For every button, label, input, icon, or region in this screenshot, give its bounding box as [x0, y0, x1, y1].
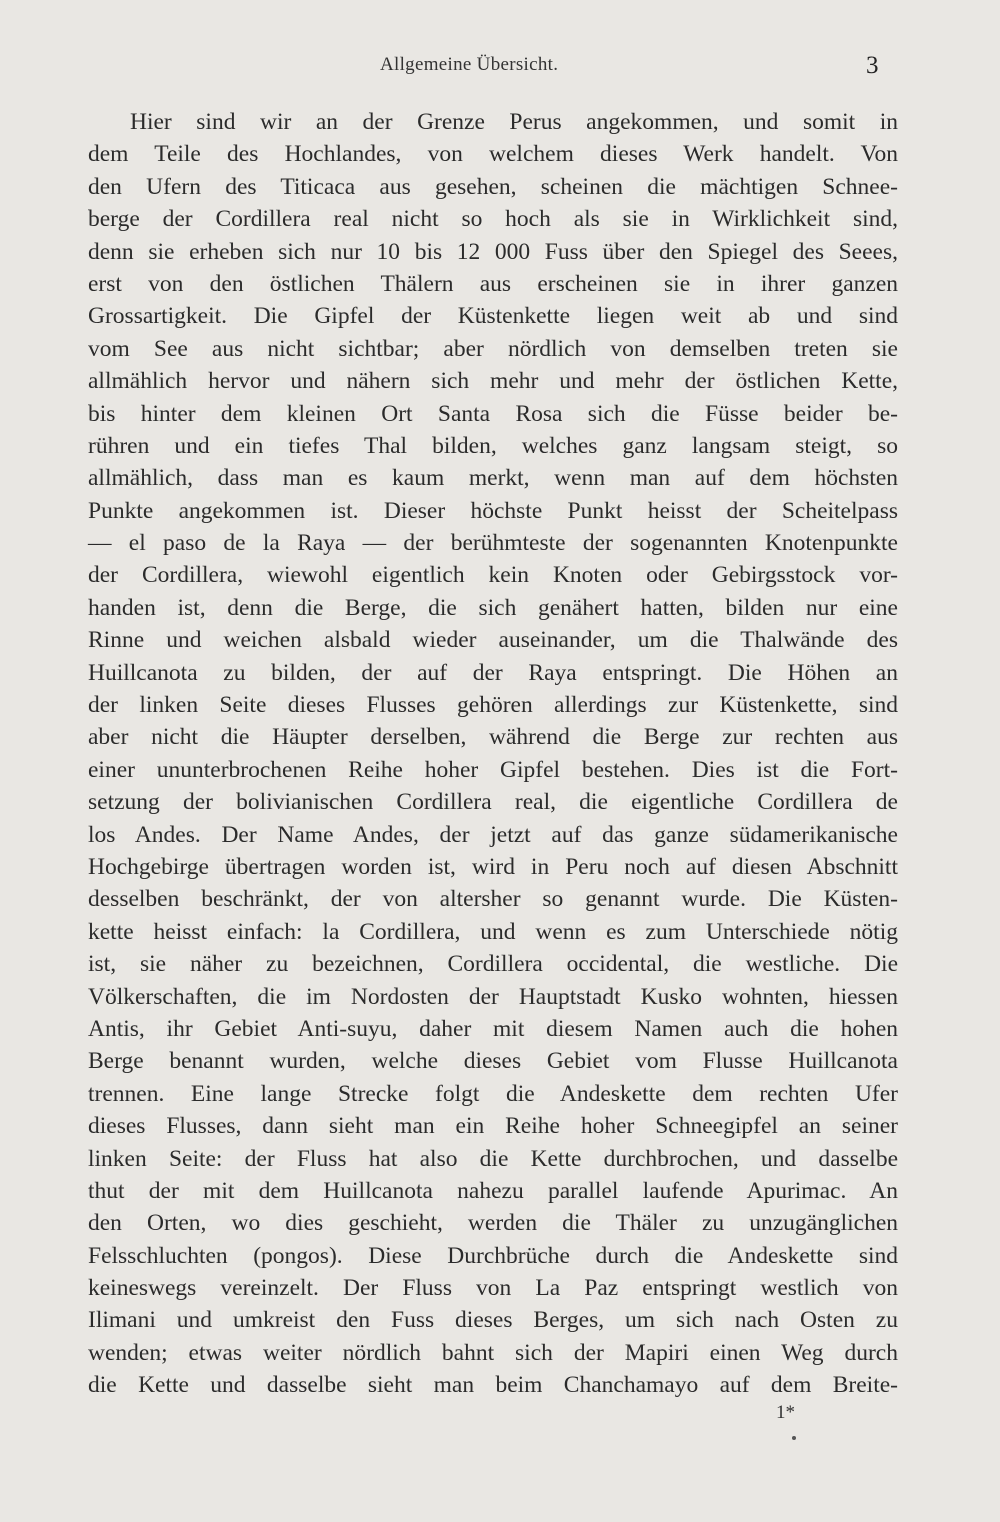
text-line: ist, sie näher zu bezeichnen, Cordillera occidental, die westliche. Die — [88, 951, 898, 978]
body-paragraph — [88, 106, 898, 1402]
text-line: rühren und ein tiefes Thal bilden, welches ganz langsam steigt, so — [88, 432, 898, 459]
text-line: keineswegs vereinzelt. Der Fluss von La Paz entspringt westlich von — [88, 1275, 898, 1302]
text-line: setzung der bolivianischen Cordillera real, die eigentliche Cordillera de — [88, 789, 898, 816]
page-number: 3 — [866, 52, 879, 79]
text-line: Antis, ihr Gebiet Anti-suyu, daher mit diesem Namen auch die hohen — [88, 1015, 898, 1042]
text-line: Grossartigkeit. Die Gipfel der Küstenkette liegen weit ab und sind — [88, 303, 898, 330]
text-line: handen ist, denn die Berge, die sich genähert hatten, bilden nur eine — [88, 594, 898, 621]
text-line: Rinne und weichen alsbald wieder auseinander, um die Thalwände des — [88, 627, 898, 654]
text-line: Berge benannt wurden, welche dieses Gebiet vom Flusse Huillcanota — [88, 1048, 898, 1075]
text-line: trennen. Eine lange Strecke folgt die Andeskette dem rechten Ufer — [88, 1080, 898, 1107]
text-line: allmählich hervor und nähern sich mehr und mehr der östlichen Kette, — [88, 368, 898, 395]
text-line: Hochgebirge übertragen worden ist, wird in Peru noch auf diesen Abschnitt — [88, 853, 898, 880]
text-line: thut der mit dem Huillcanota nahezu parallel laufende Apurimac. An — [88, 1177, 898, 1204]
text-line: die Kette und dasselbe sieht man beim Chanchamayo auf dem Breite- — [88, 1372, 898, 1399]
ink-speck — [792, 1436, 796, 1440]
text-line: — el paso de la Raya — der berühmteste der sogenannten Knotenpunkte — [88, 530, 898, 557]
running-header — [0, 54, 1000, 84]
text-line: allmählich, dass man es kaum merkt, wenn man auf dem höchsten — [88, 465, 898, 492]
text-line: Huillcanota zu bilden, der auf der Raya entspringt. Die Höhen an — [88, 659, 898, 686]
text-line: linken Seite: der Fluss hat also die Kette durchbrochen, und dasselbe — [88, 1145, 898, 1172]
text-line: los Andes. Der Name Andes, der jetzt auf das ganze südamerikanische — [88, 821, 898, 848]
text-line: Völkerschaften, die im Nordosten der Hauptstadt Kusko wohnten, hiessen — [88, 983, 898, 1010]
running-title: Allgemeine Übersicht. — [380, 54, 559, 75]
text-line: Hier sind wir an der Grenze Perus angekommen, und somit in — [130, 109, 898, 135]
text-line: bis hinter dem kleinen Ort Santa Rosa sich die Füsse beider be- — [88, 400, 898, 427]
text-line: berge der Cordillera real nicht so hoch als sie in Wirklichkeit sind, — [88, 206, 898, 233]
text-line: aber nicht die Häupter derselben, während die Berge zur rechten aus — [88, 724, 898, 751]
text-line: Ilimani und umkreist den Fuss dieses Berges, um sich nach Osten zu — [88, 1307, 898, 1334]
text-line: dem Teile des Hochlandes, von welchem dieses Werk handelt. Von — [88, 141, 898, 168]
signature-mark: 1* — [776, 1402, 795, 1423]
text-line: kette heisst einfach: la Cordillera, und wenn es zum Unterschiede nötig — [88, 918, 898, 945]
text-line: erst von den östlichen Thälern aus erscheinen sie in ihrer ganzen — [88, 270, 898, 297]
text-line: den Orten, wo dies geschieht, werden die Thäler zu unzugänglichen — [88, 1210, 898, 1237]
text-line: einer ununterbrochenen Reihe hoher Gipfel bestehen. Dies ist die Fort- — [88, 756, 898, 783]
text-line: desselben beschränkt, der von altersher so genannt wurde. Die Küsten- — [88, 886, 898, 913]
text-line: dieses Flusses, dann sieht man ein Reihe hoher Schneegipfel an seiner — [88, 1113, 898, 1140]
text-line: der linken Seite dieses Flusses gehören allerdings zur Küstenkette, sind — [88, 692, 898, 719]
text-line: denn sie erheben sich nur 10 bis 12 000 Fuss über den Spiegel des Seees, — [88, 238, 898, 265]
text-line: den Ufern des Titicaca aus gesehen, scheinen die mächtigen Schnee- — [88, 173, 898, 200]
text-line: Felsschluchten (pongos). Diese Durchbrüche durch die Andeskette sind — [88, 1242, 898, 1269]
text-line: Punkte angekommen ist. Dieser höchste Punkt heisst der Scheitelpass — [88, 497, 898, 524]
text-line: der Cordillera, wiewohl eigentlich kein Knoten oder Gebirgsstock vor- — [88, 562, 898, 589]
text-line: wenden; etwas weiter nördlich bahnt sich der Mapiri einen Weg durch — [88, 1339, 898, 1366]
text-line: vom See aus nicht sichtbar; aber nördlich von demselben treten sie — [88, 335, 898, 362]
